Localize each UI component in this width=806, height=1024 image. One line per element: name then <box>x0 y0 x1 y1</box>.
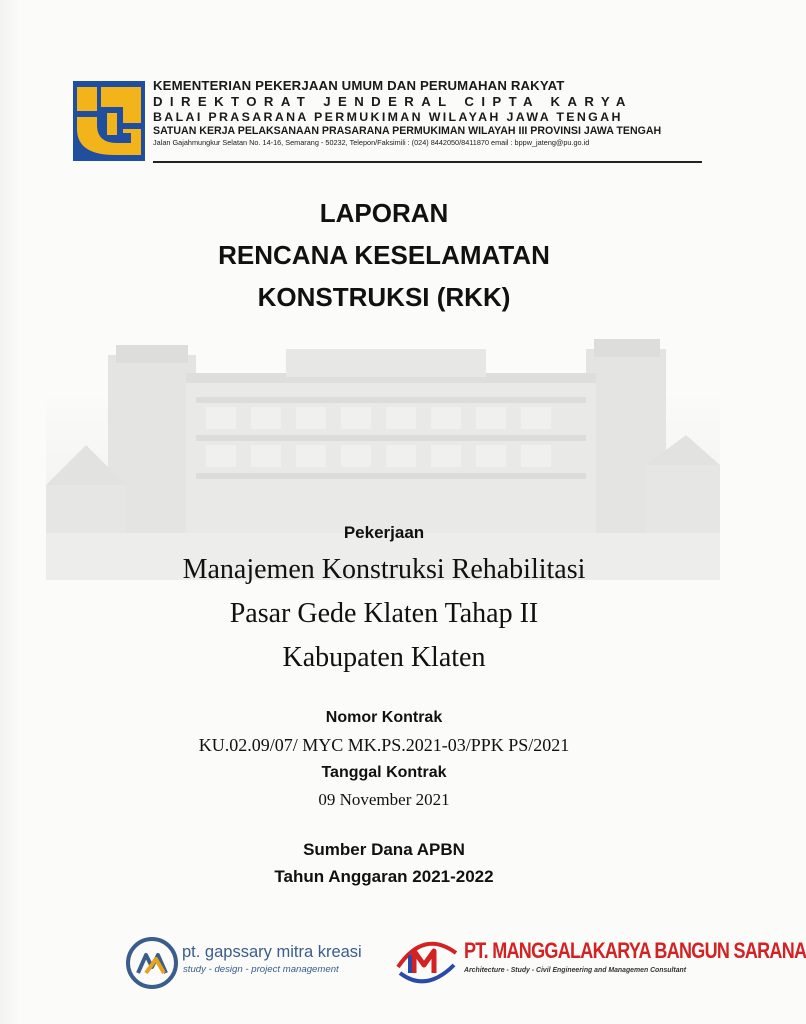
letterhead <box>153 78 701 148</box>
letterhead-rule <box>153 161 702 163</box>
contract-date-label: Tanggal Kontrak <box>321 764 447 781</box>
company2-tagline: Architecture - Study - Civil Engineering and Managemen Consultant <box>464 967 687 974</box>
company1-tagline: study - design - project management <box>183 964 339 975</box>
contract-number-value: KU.02.09/07/ MYC MK.PS.2021-03/PPK PS/2021 <box>198 735 570 755</box>
satker-name: SATUAN KERJA PELAKSANAAN PRASARANA PERMUKIMAN WILAYAH III PROVINSI JAWA TENGAH <box>153 125 662 137</box>
report-title-line2: RENCANA KESELAMATAN <box>218 240 550 270</box>
pu-ministry-logo-icon <box>73 81 145 161</box>
report-title-line3: KONSTRUKSI (RKK) <box>257 282 511 312</box>
ministry-name: KEMENTERIAN PEKERJAAN UMUM DAN PERUMAHAN RAKYAT <box>153 78 565 93</box>
directorate-name: DIREKTORAT JENDERAL CIPTA KARYA <box>153 94 633 109</box>
project-name-line2: Pasar Gede Klaten Tahap II <box>229 598 539 629</box>
company1-name: pt. gapssary mitra kreasi <box>182 943 362 961</box>
company2-name: PT. MANGGALAKARYA BANGUN SARANA <box>464 938 806 963</box>
contract-number-label: Nomor Kontrak <box>325 709 443 726</box>
funding-source: Sumber Dana APBN <box>303 840 465 859</box>
contract-date-value: 09 November 2021 <box>318 790 450 809</box>
project-name-line1: Manajemen Konstruksi Rehabilitasi <box>182 554 586 585</box>
gapssary-logo-icon <box>126 937 178 989</box>
project-name-line3: Kabupaten Klaten <box>282 642 486 673</box>
report-title-line1: LAPORAN <box>319 198 449 228</box>
balai-name: BALAI PRASARANA PERMUKIMAN WILAYAH JAWA TENGAH <box>153 110 623 124</box>
budget-year: Tahun Anggaran 2021-2022 <box>274 867 494 886</box>
manggalakarya-logo-icon <box>394 937 460 985</box>
building-background-image <box>46 335 720 580</box>
pekerjaan-label: Pekerjaan <box>343 523 425 542</box>
letterhead-address: Jalan Gajahmungkur Selatan No. 14-16, Semarang - 50232, Telepon/Faksimili : (024) 8442050/8411870 email : bppw_jateng@pu.go.id <box>153 138 590 147</box>
